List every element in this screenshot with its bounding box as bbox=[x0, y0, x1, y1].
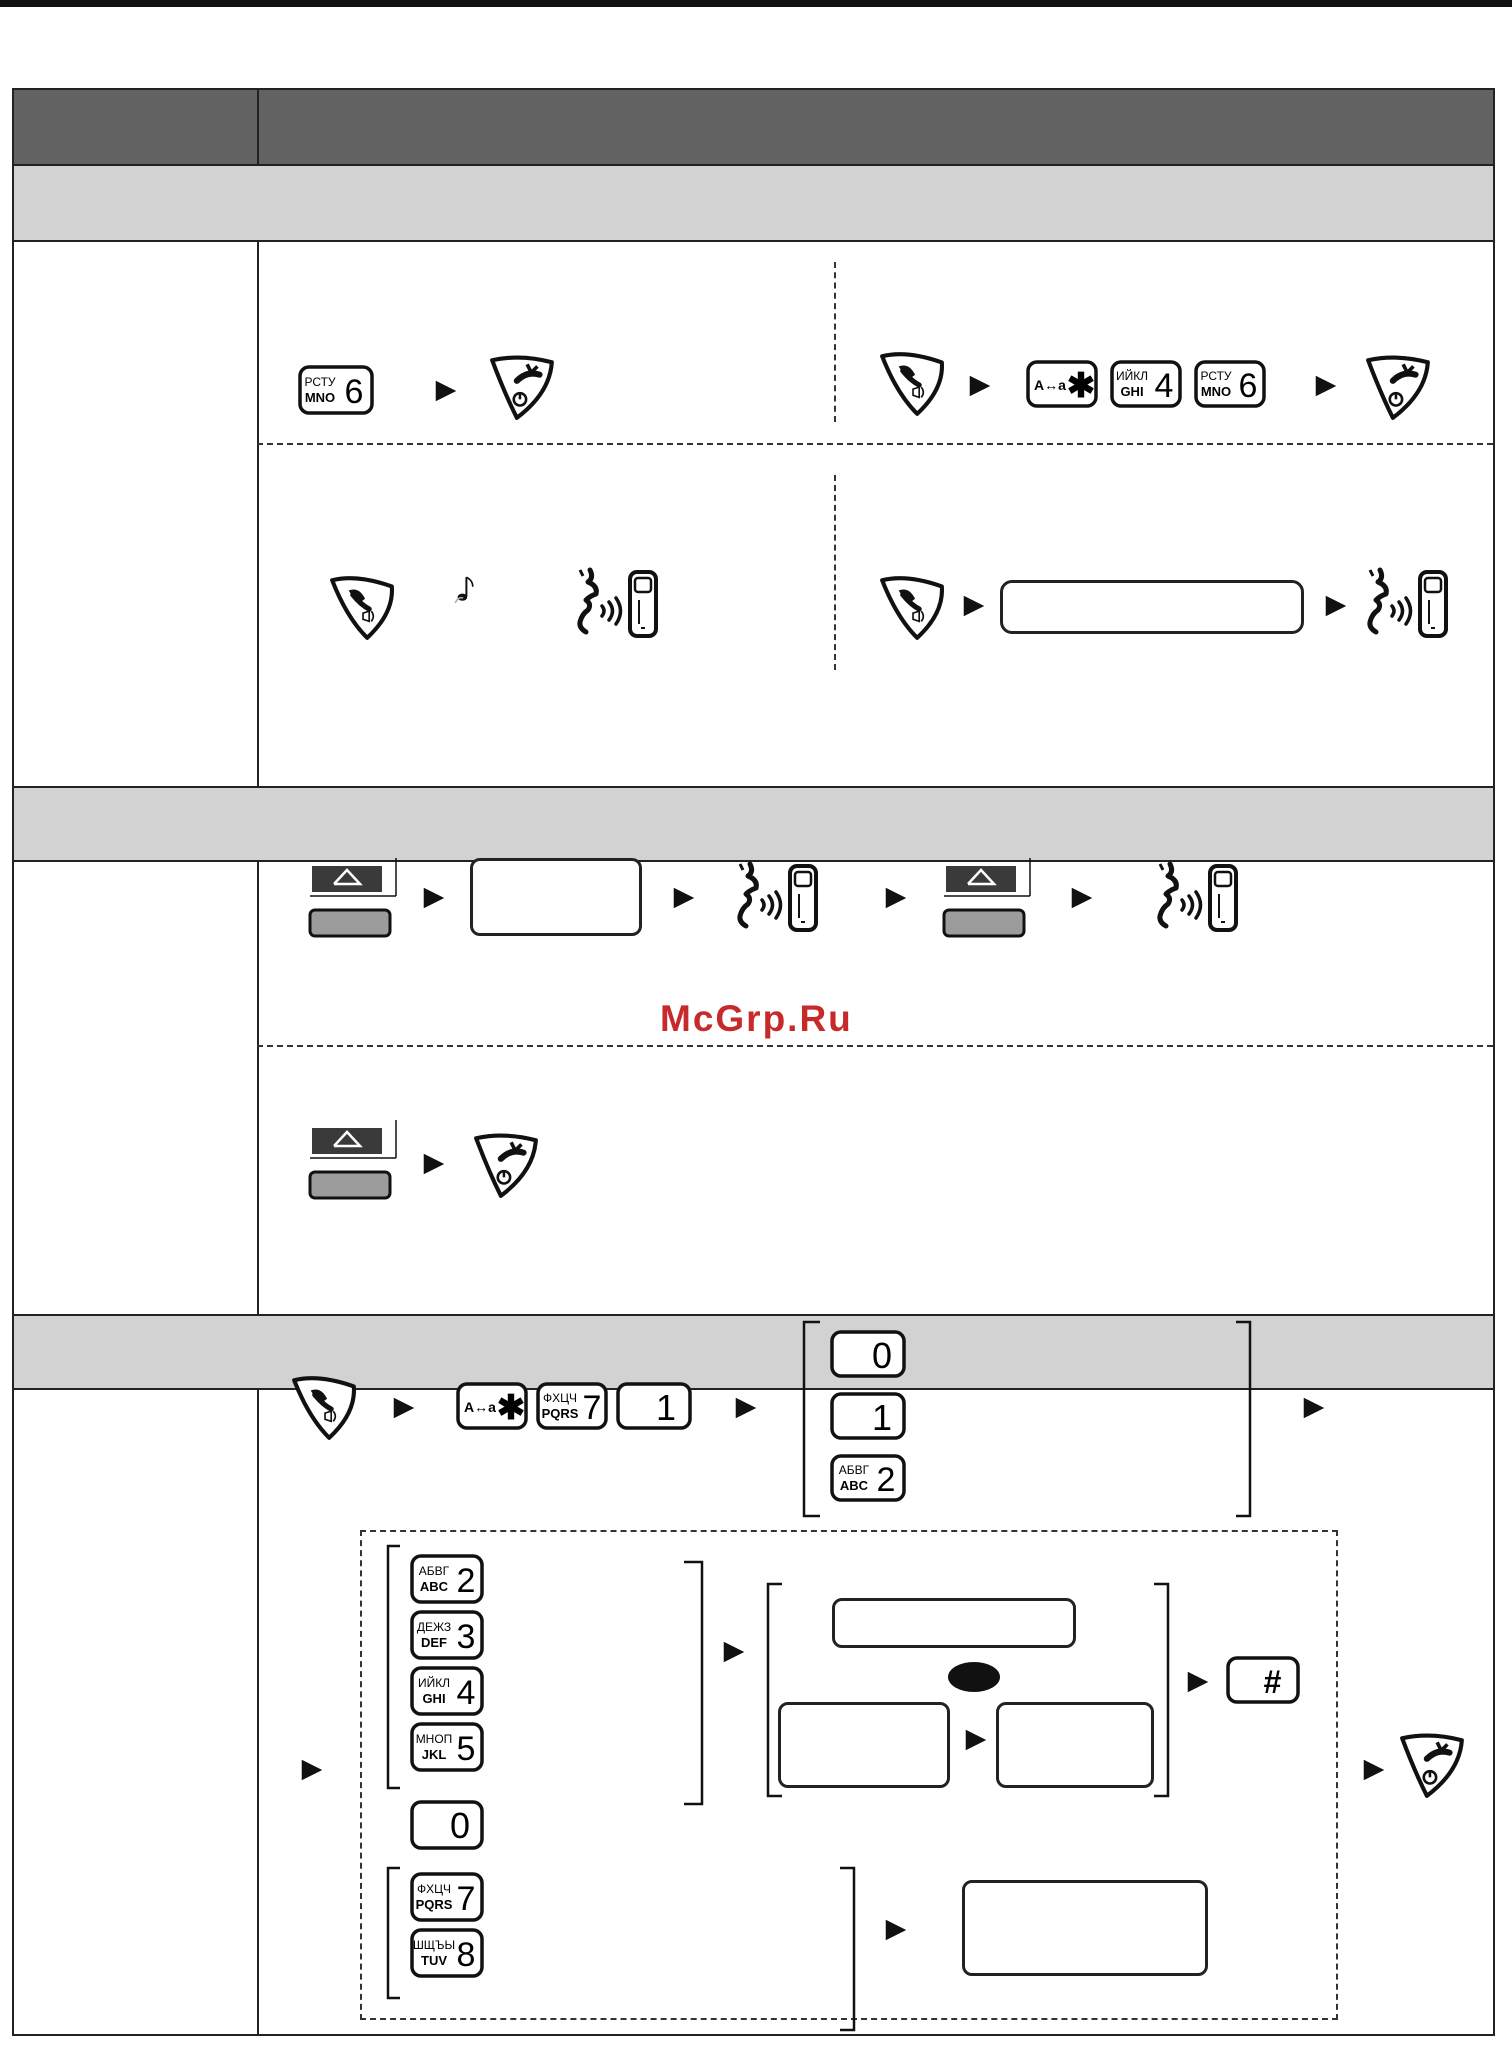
svg-text:#: # bbox=[1263, 1664, 1281, 1700]
talk-icon[interactable] bbox=[876, 348, 948, 420]
key-4[interactable] bbox=[1110, 360, 1182, 408]
section-header-2 bbox=[14, 786, 1493, 862]
svg-text:ФХЦЧ: ФХЦЧ bbox=[416, 1882, 452, 1896]
key-0[interactable] bbox=[830, 1330, 906, 1378]
svg-text:ABC: ABC bbox=[839, 1478, 869, 1493]
svg-text:JKL: JKL bbox=[421, 1747, 447, 1762]
svg-text:ИЙКЛ: ИЙКЛ bbox=[417, 1676, 451, 1690]
key-star[interactable] bbox=[456, 1382, 528, 1430]
key-letters: РСТУ bbox=[304, 375, 336, 389]
arrow-icon bbox=[1068, 884, 1096, 912]
arrow-icon bbox=[732, 1394, 760, 1422]
entry-box bbox=[470, 858, 642, 936]
speak-to-handset-icon bbox=[732, 860, 832, 935]
svg-text:ДЕЖЗ: ДЕЖЗ bbox=[416, 1620, 452, 1634]
entry-box bbox=[962, 1880, 1208, 1976]
svg-text:АБВГ: АБВГ bbox=[418, 1564, 450, 1578]
or-dot-icon bbox=[948, 1662, 1000, 1692]
key-5[interactable] bbox=[410, 1722, 486, 1772]
divider bbox=[834, 262, 836, 422]
arrow-icon bbox=[1312, 372, 1340, 400]
svg-text:4: 4 bbox=[1154, 367, 1174, 405]
arrow-icon bbox=[298, 1756, 326, 1784]
svg-text:3: 3 bbox=[456, 1618, 476, 1656]
off-hook-end-icon[interactable] bbox=[1362, 352, 1434, 424]
off-hook-end-icon[interactable] bbox=[486, 352, 558, 424]
arrow-icon bbox=[882, 1916, 910, 1944]
key-letters: MNO bbox=[304, 390, 336, 405]
svg-text:2: 2 bbox=[876, 1461, 896, 1499]
key-3[interactable] bbox=[410, 1610, 486, 1660]
key-6[interactable] bbox=[1194, 360, 1266, 408]
arrow-icon bbox=[432, 377, 460, 405]
entry-box bbox=[832, 1598, 1076, 1648]
entry-box bbox=[996, 1702, 1154, 1788]
svg-text:ФХЦЧ: ФХЦЧ bbox=[542, 1391, 578, 1405]
off-hook-end-icon[interactable] bbox=[470, 1130, 542, 1202]
svg-text:МНОП: МНОП bbox=[415, 1732, 453, 1746]
svg-text:ИЙКЛ: ИЙКЛ bbox=[1115, 369, 1149, 383]
svg-text:5: 5 bbox=[456, 1730, 476, 1768]
key-7[interactable] bbox=[536, 1382, 608, 1430]
speak-to-handset-icon bbox=[1152, 860, 1252, 935]
arrow-icon bbox=[720, 1638, 748, 1666]
key-7[interactable] bbox=[410, 1872, 486, 1922]
svg-text:✱: ✱ bbox=[1066, 367, 1096, 405]
arrow-icon bbox=[1322, 592, 1350, 620]
arrow-icon bbox=[1184, 1668, 1212, 1696]
svg-text:ШЩЪЫ: ШЩЪЫ bbox=[412, 1938, 456, 1952]
key-label: A↔a bbox=[1034, 377, 1066, 393]
svg-text:2: 2 bbox=[456, 1562, 476, 1600]
key-6[interactable] bbox=[298, 365, 374, 415]
entry-box bbox=[778, 1702, 950, 1788]
svg-text:GHI: GHI bbox=[1120, 384, 1144, 399]
key-4[interactable] bbox=[410, 1666, 486, 1716]
svg-text:1: 1 bbox=[871, 1397, 893, 1438]
svg-text:7: 7 bbox=[582, 1389, 602, 1427]
svg-text:PQRS: PQRS bbox=[415, 1897, 453, 1912]
top-rule bbox=[0, 0, 1512, 7]
svg-text:РСТУ: РСТУ bbox=[1200, 369, 1232, 383]
arrow-icon bbox=[962, 1726, 990, 1754]
arrow-icon bbox=[1300, 1394, 1328, 1422]
svg-text:TUV: TUV bbox=[421, 1953, 447, 1968]
svg-text:0: 0 bbox=[871, 1335, 893, 1376]
melody-icon bbox=[452, 570, 476, 610]
key-8[interactable] bbox=[410, 1928, 486, 1978]
arrow-icon bbox=[882, 884, 910, 912]
svg-text:1: 1 bbox=[655, 1387, 677, 1428]
arrow-icon bbox=[420, 884, 448, 912]
soft-key-icon[interactable] bbox=[942, 858, 1032, 938]
arrow-icon bbox=[966, 372, 994, 400]
divider bbox=[834, 475, 836, 670]
svg-text:6: 6 bbox=[1238, 367, 1258, 405]
arrow-icon bbox=[390, 1394, 418, 1422]
speak-to-handset-icon bbox=[1362, 566, 1462, 641]
svg-text:7: 7 bbox=[456, 1880, 476, 1918]
speak-to-handset-icon bbox=[572, 566, 672, 641]
section-header-1 bbox=[14, 166, 1493, 242]
soft-key-icon[interactable] bbox=[308, 1120, 398, 1200]
talk-icon[interactable] bbox=[326, 572, 398, 644]
key-1[interactable] bbox=[830, 1392, 906, 1440]
svg-text:MNO: MNO bbox=[1200, 384, 1232, 399]
arrow-icon bbox=[670, 884, 698, 912]
svg-text:8: 8 bbox=[456, 1936, 476, 1974]
key-2[interactable] bbox=[830, 1454, 906, 1502]
soft-key-icon[interactable] bbox=[308, 858, 398, 938]
talk-icon[interactable] bbox=[876, 572, 948, 644]
svg-text:✱: ✱ bbox=[496, 1389, 526, 1427]
svg-text:DEF: DEF bbox=[421, 1635, 447, 1650]
arrow-icon bbox=[1360, 1756, 1388, 1784]
key-star[interactable] bbox=[1026, 360, 1098, 408]
off-hook-end-icon[interactable] bbox=[1396, 1730, 1468, 1802]
arrow-icon bbox=[960, 592, 988, 620]
svg-text:GHI: GHI bbox=[422, 1691, 446, 1706]
key-1[interactable] bbox=[616, 1382, 692, 1430]
key-0[interactable] bbox=[410, 1800, 486, 1850]
svg-text:ABC: ABC bbox=[419, 1579, 449, 1594]
svg-text:0: 0 bbox=[449, 1805, 471, 1846]
svg-text:4: 4 bbox=[456, 1674, 476, 1712]
talk-icon[interactable] bbox=[288, 1372, 360, 1444]
divider bbox=[257, 443, 1493, 445]
svg-text:PQRS: PQRS bbox=[541, 1406, 579, 1421]
watermark: McGrp.Ru bbox=[660, 998, 853, 1039]
svg-text:A↔a: A↔a bbox=[464, 1399, 496, 1415]
table-header bbox=[14, 90, 1493, 166]
key-digit: 6 bbox=[344, 373, 364, 411]
svg-text:АБВГ: АБВГ bbox=[838, 1463, 870, 1477]
key-hash[interactable] bbox=[1226, 1656, 1302, 1706]
arrow-icon bbox=[420, 1150, 448, 1178]
section-header-3 bbox=[14, 1314, 1493, 1390]
divider bbox=[257, 1045, 1493, 1047]
number-entry-box bbox=[1000, 580, 1304, 634]
key-2[interactable] bbox=[410, 1554, 486, 1604]
